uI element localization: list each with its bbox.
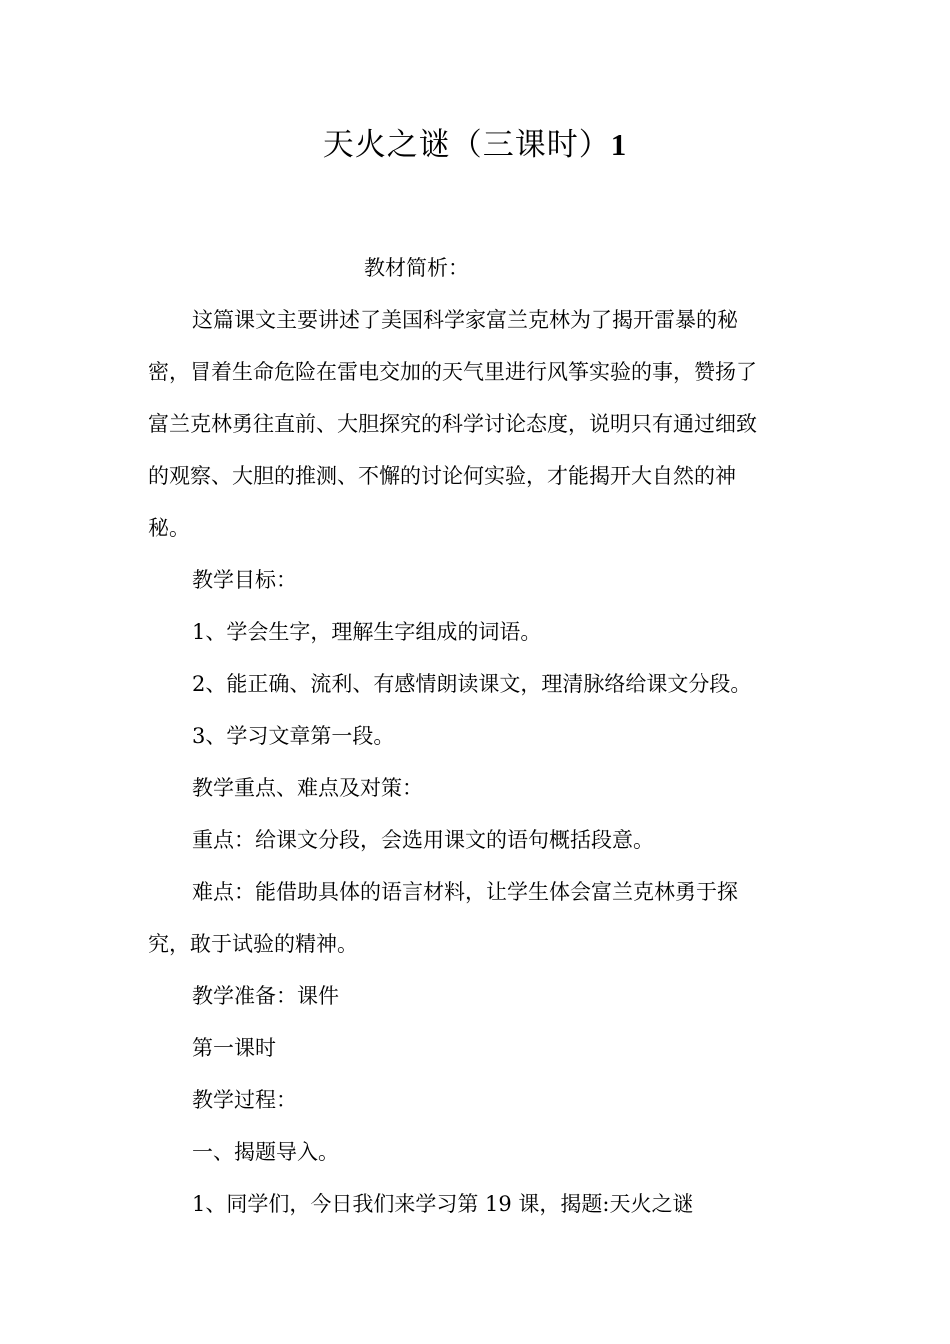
key-point: 重点：给课文分段，会选用课文的语句概括段意。 xyxy=(192,828,654,852)
section-heading-analysis: 教材简析： xyxy=(364,256,469,280)
process-step-1-1: 1、同学们，今日我们来学习第 19 课，揭题:天火之谜 xyxy=(192,1192,694,1216)
difficulty-paragraph xyxy=(148,866,798,970)
intro-line: 秘。 xyxy=(148,516,190,540)
goal-item-2: 2、能正确、流利、有感情朗读课文，理清脉络给课文分段。 xyxy=(192,672,752,696)
intro-line: 密，冒着生命危险在雷电交加的天气里进行风筝实验的事，赞扬了 xyxy=(148,360,757,384)
document-body xyxy=(148,242,798,1230)
intro-line: 富兰克林勇往直前、大胆探究的科学讨论态度，说明只有通过细致 xyxy=(148,412,757,436)
difficulty-line: 难点：能借助具体的语言材料，让学生体会富兰克林勇于探 xyxy=(192,880,738,904)
process-step-1: 一、揭题导入。 xyxy=(192,1140,339,1164)
intro-paragraph xyxy=(148,294,798,554)
title-number: 1 xyxy=(610,127,628,162)
title-text: 天火之谜（三课时） xyxy=(322,127,611,163)
intro-line: 这篇课文主要讲述了美国科学家富兰克林为了揭开雷暴的秘 xyxy=(192,308,738,332)
goals-heading: 教学目标： xyxy=(192,568,297,592)
process-heading: 教学过程： xyxy=(192,1088,297,1112)
goal-item-1: 1、学会生字，理解生字组成的词语。 xyxy=(192,620,542,644)
intro-line: 的观察、大胆的推测、不懈的讨论何实验，才能揭开大自然的神 xyxy=(148,464,736,488)
goal-item-3: 3、学习文章第一段。 xyxy=(192,724,395,748)
document-title xyxy=(0,124,950,166)
key-difficulty-heading: 教学重点、难点及对策： xyxy=(192,776,423,800)
teaching-prep: 教学准备：课件 xyxy=(192,984,339,1008)
difficulty-line: 究，敢于试验的精神。 xyxy=(148,932,358,956)
lesson-label: 第一课时 xyxy=(192,1036,276,1060)
